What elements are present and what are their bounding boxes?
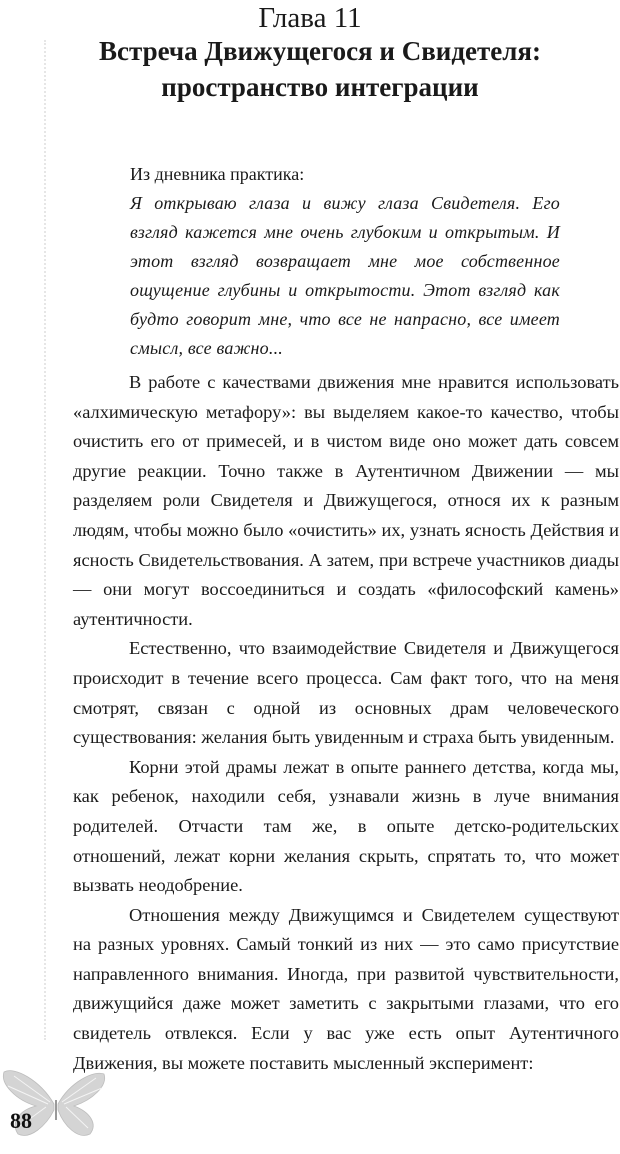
epigraph-text: Я открываю глаза и вижу глаза Свидетеля. Его взгляд кажется мне очень глубоким и открытым. И этот взгляд возвращает мне мое собственное ощущение глубины и открытости. Этот взгляд как будто говорит мне, что все не напрасно, все имеет смысл, все важно... bbox=[130, 193, 560, 358]
body-paragraph-2: Естественно, что взаимодействие Свидетеля и Движущегося происходит в течение всего процесса. Сам факт того, что на меня смотрят, связан с одной из основных драм человеческого существования: желания быть увиденным и страха быть увиденным. bbox=[73, 638, 619, 748]
chapter-title-line-2: пространство интеграции bbox=[161, 72, 479, 102]
body-paragraph-4: Отношения между Движущимся и Свидетелем существуют на разных уровнях. Самый тонкий из них — это само присутствие направленного внимания. Иногда, при развитой чувствительности, движущийся даже может заметить с закрытыми глазами, что его свидетель отвлекся. Если у вас уже есть опыт Аутентичного Движения, вы можете поставить мысленный эксперимент: bbox=[73, 904, 619, 1073]
body-paragraph-3: Корни этой драмы лежат в опыте раннего детства, когда мы, как ребенок, находили себя, узнавали жизнь в луче внимания родителей. Отчасти там же, в опыте детско-родительских отношений, лежат корни желания скрыть, спрятать то, что может вызвать неодобрение. bbox=[73, 756, 619, 896]
body-paragraph-1: В работе с качествами движения мне нравится использовать «алхимическую метафору»: вы выделяем какое-то качество, чтобы очистить его от примесей, и в чистом виде оно может дать совсем другие реакции. Точно также в Аутентичном Движении — мы разделяем роли Свидетеля и Движущегося, относя их к разным людям, чтобы можно было «очистить» их, узнать ясность Действия и ясность Свидетельствования. А затем, при встрече участников диады — они могут воссоединиться и создать «философский камень» аутентичности. bbox=[73, 372, 619, 629]
chapter-title-line-1: Встреча Движущегося и Свидетеля: bbox=[99, 36, 541, 66]
butterfly-icon bbox=[0, 1060, 110, 1154]
page-number: 88 bbox=[10, 1108, 32, 1133]
chapter-number: Глава 11 bbox=[258, 2, 362, 34]
epigraph-label: Из дневника практика: bbox=[130, 164, 305, 184]
body-text bbox=[73, 368, 619, 1078]
chapter-title bbox=[60, 33, 580, 105]
margin-dotted-rule bbox=[44, 40, 46, 1040]
epigraph bbox=[130, 160, 560, 363]
